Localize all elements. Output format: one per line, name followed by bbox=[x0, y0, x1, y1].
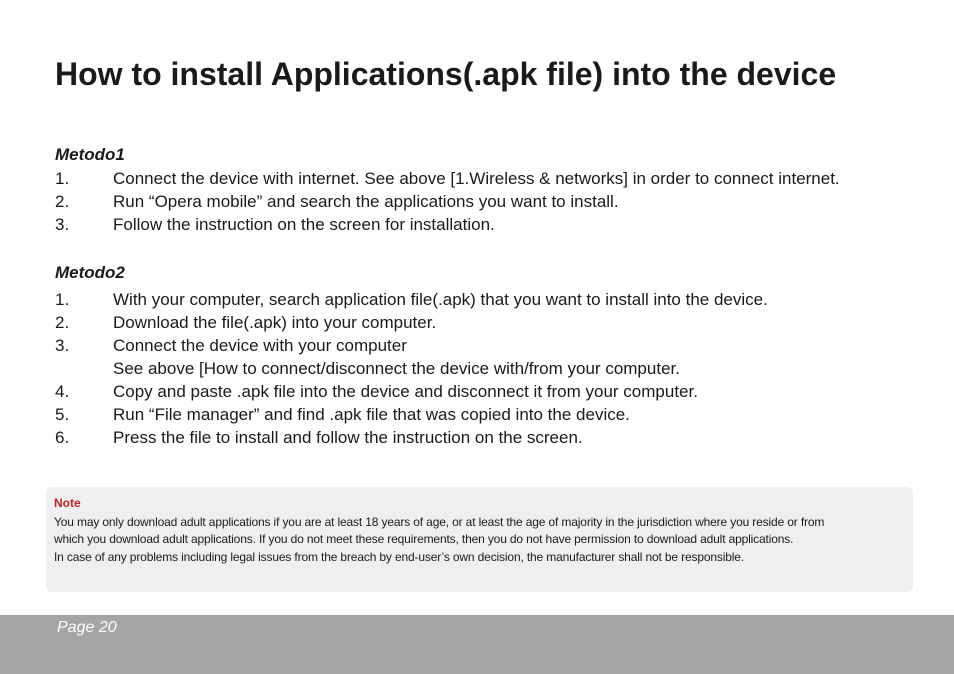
note-line: You may only download adult applications if you are at least 18 years of age, or at least the age of majority in the jurisdiction where you reside or from bbox=[54, 515, 825, 529]
step-text: Download the file(.apk) into your computer. bbox=[113, 313, 437, 332]
note-line: which you download adult applications. If you do not meet these requirements, then you do not have permission to download adult applications. bbox=[54, 532, 794, 546]
step-number: 3. bbox=[55, 336, 70, 355]
section-heading-metodo2: Metodo2 bbox=[55, 263, 125, 282]
step-number: 1. bbox=[55, 290, 70, 309]
page-title: How to install Applications(.apk file) into the device bbox=[55, 56, 837, 92]
step-number: 2. bbox=[55, 313, 70, 332]
step-number: 3. bbox=[55, 215, 70, 234]
note-box bbox=[46, 487, 913, 592]
step-number: 4. bbox=[55, 382, 70, 401]
step-number: 2. bbox=[55, 192, 70, 211]
note-title: Note bbox=[54, 496, 81, 510]
step-text: Connect the device with your computer bbox=[113, 336, 407, 355]
note-line: In case of any problems including legal issues from the breach by end-user’s own decision, the manufacturer shall not be responsible. bbox=[54, 550, 745, 564]
step-text: Follow the instruction on the screen for installation. bbox=[113, 215, 495, 234]
step-number: 6. bbox=[55, 428, 70, 447]
step-text: Copy and paste .apk file into the device and disconnect it from your computer. bbox=[113, 382, 698, 401]
step-text: Press the file to install and follow the instruction on the screen. bbox=[113, 428, 583, 447]
section-heading-metodo1: Metodo1 bbox=[55, 145, 125, 164]
step-text: With your computer, search application file(.apk) that you want to install into the device. bbox=[113, 290, 768, 309]
page-footer bbox=[0, 615, 954, 674]
step-number: 5. bbox=[55, 405, 70, 424]
step-text: See above [How to connect/disconnect the device with/from your computer. bbox=[113, 359, 680, 378]
step-number: 1. bbox=[55, 169, 70, 188]
step-text: Run “Opera mobile” and search the applications you want to install. bbox=[113, 192, 619, 211]
page-number: Page 20 bbox=[57, 619, 117, 636]
step-text: Run “File manager” and find .apk file that was copied into the device. bbox=[113, 405, 630, 424]
step-text: Connect the device with internet. See above [1.Wireless & networks] in order to connect internet. bbox=[113, 169, 840, 188]
